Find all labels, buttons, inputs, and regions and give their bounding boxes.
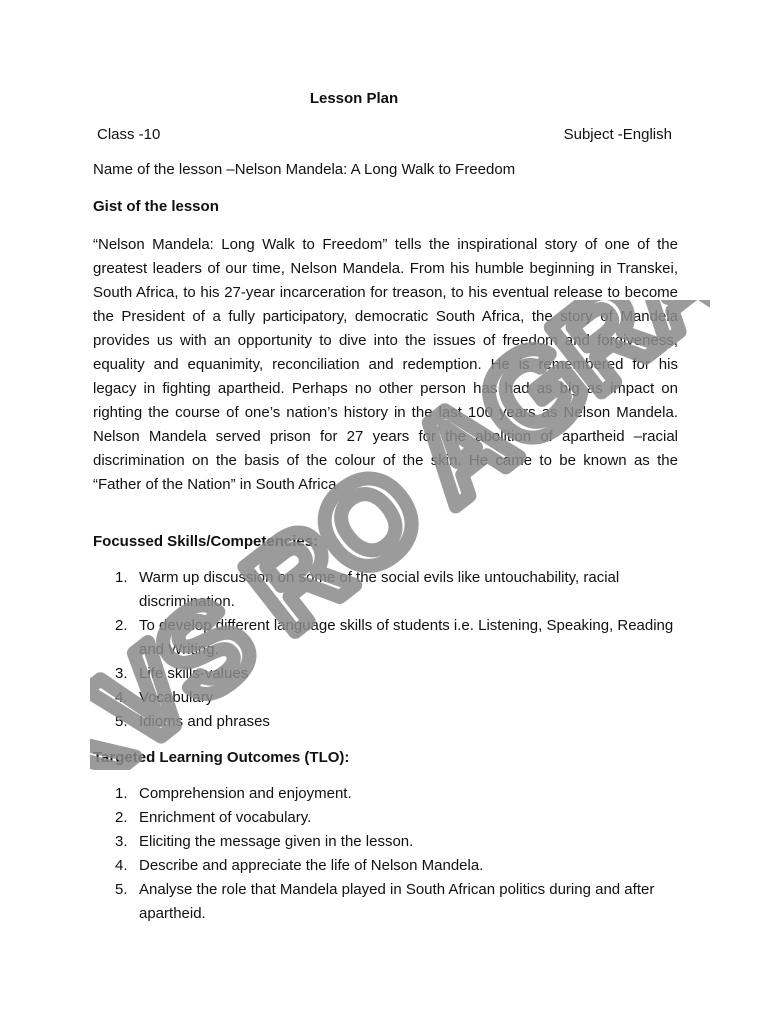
list-number: 4. bbox=[115, 689, 128, 706]
list-text: To develop different language skills of students i.e. Listening, Speaking, Reading and Writing. bbox=[139, 617, 674, 658]
gist-body: “Nelson Mandela: Long Walk to Freedom” tells the inspirational story of one of the greatest leaders of our time, Nelson Mandela. From his humble beginning in Transkei, South Africa, to his 27-year incarceration for treason, to his eventual release to become the President of a fully participatory, democratic South Africa, the story of Mandela provides us with an opportunity to dive into the issues of freedom and forgiveness, equality and equanimity, reconciliation and redemption. He is remembered for his legacy in fighting apartheid. Perhaps no other person has had as big as impact on righting the course of one’s nation’s history in the last 100 years as Nelson Mandela. Nelson Mandela served prison for 27 years for the abolition of apartheid –racial discrimination on the basis of the colour of the skin. He came to be known as the “Father of the Nation” in South Africa bbox=[93, 236, 678, 493]
list-item bbox=[93, 686, 678, 710]
list-item bbox=[93, 782, 678, 806]
list-item bbox=[93, 614, 678, 662]
skills-heading: Focussed Skills/Competencies: bbox=[93, 533, 319, 550]
list-item bbox=[93, 710, 678, 734]
list-text: Idioms and phrases bbox=[139, 713, 270, 730]
subject-label: Subject -English bbox=[563, 126, 672, 143]
list-text: Eliciting the message given in the lesson. bbox=[139, 833, 414, 850]
list-number: 5. bbox=[115, 881, 128, 898]
list-number: 3. bbox=[115, 833, 128, 850]
list-number: 1. bbox=[115, 569, 128, 586]
list-item bbox=[93, 566, 678, 614]
list-item bbox=[93, 662, 678, 686]
list-item bbox=[93, 878, 678, 926]
watermark-text: KVS RO AGRA bbox=[90, 300, 710, 770]
list-number: 1. bbox=[115, 785, 128, 802]
list-text: Life skills-values bbox=[139, 665, 249, 682]
list-text: Vocabulary bbox=[139, 689, 214, 706]
list-text: Enrichment of vocabulary. bbox=[139, 809, 312, 826]
list-number: 5. bbox=[115, 713, 128, 730]
gist-heading: Gist of the lesson bbox=[93, 198, 219, 215]
list-text: Comprehension and enjoyment. bbox=[139, 785, 352, 802]
list-item bbox=[93, 806, 678, 830]
title-text: Lesson Plan bbox=[309, 90, 399, 107]
lesson-name: Name of the lesson –Nelson Mandela: A Long Walk to Freedom bbox=[93, 161, 516, 178]
list-number: 2. bbox=[115, 617, 128, 634]
list-text: Describe and appreciate the life of Nelson Mandela. bbox=[139, 857, 484, 874]
list-number: 3. bbox=[115, 665, 128, 682]
tlo-list bbox=[93, 782, 678, 926]
list-number: 4. bbox=[115, 857, 128, 874]
list-text: Warm up discussion on some of the social evils like untouchability, racial discrimination. bbox=[139, 569, 620, 610]
list-item bbox=[93, 854, 678, 878]
list-item bbox=[93, 830, 678, 854]
tlo-heading: Targeted Learning Outcomes (TLO): bbox=[93, 749, 350, 766]
class-subject-line bbox=[97, 126, 672, 143]
skills-list bbox=[93, 566, 678, 734]
list-number: 2. bbox=[115, 809, 128, 826]
class-label: Class -10 bbox=[97, 126, 161, 143]
page-title bbox=[0, 90, 768, 107]
list-text: Analyse the role that Mandela played in South African politics during and after apartheid. bbox=[139, 881, 655, 922]
